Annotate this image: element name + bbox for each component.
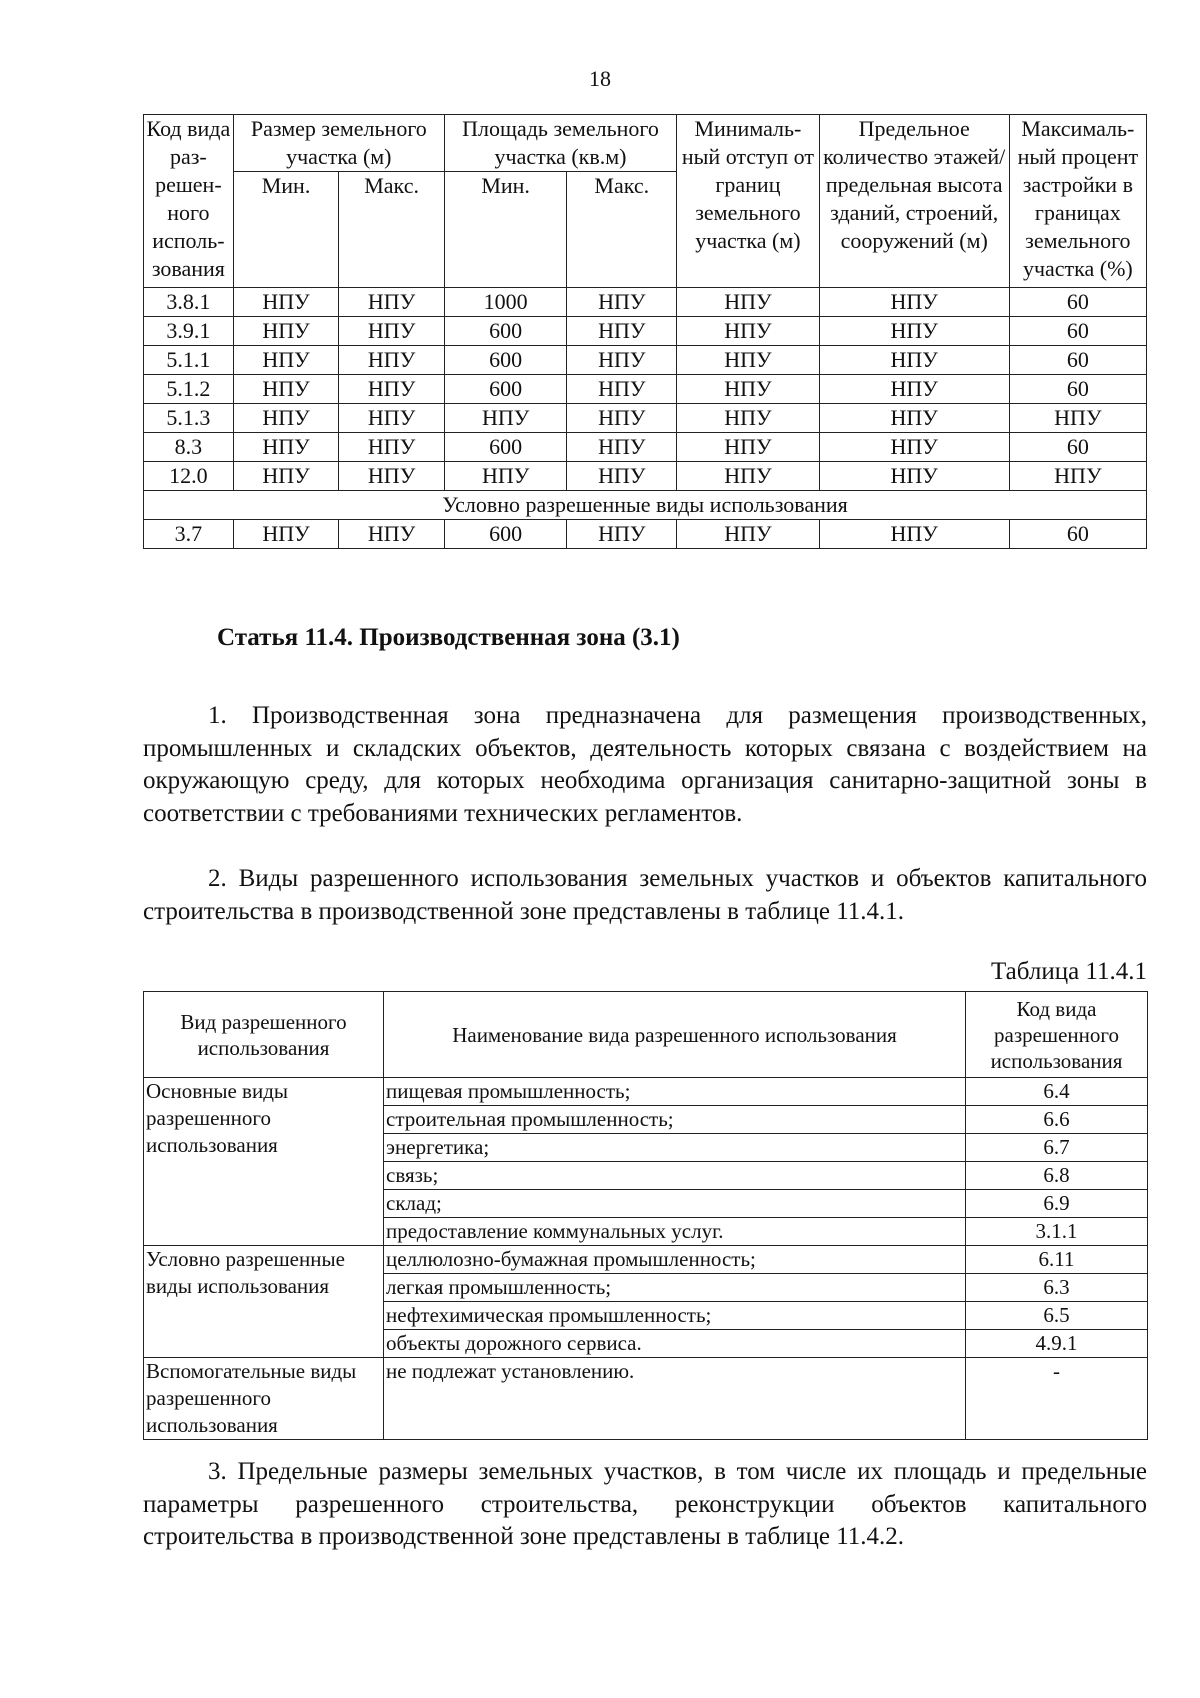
header-area-min: Мин. [444, 172, 566, 288]
cell-size-min: НПУ [233, 520, 339, 549]
cell-min-offset: НПУ [677, 346, 820, 375]
cell-area-max: НПУ [567, 375, 677, 404]
list-item [144, 1358, 1148, 1440]
uses-header-code: Код вида разрешенного использования [966, 992, 1148, 1078]
table-row [144, 346, 1147, 375]
use-code: 3.1.1 [966, 1218, 1148, 1246]
cell-min-offset: НПУ [677, 375, 820, 404]
use-group-label: Основные виды разрешенного использования [144, 1078, 384, 1246]
cell-max-floors: НПУ [819, 433, 1009, 462]
use-code: 6.5 [966, 1302, 1148, 1330]
cell-size-min: НПУ [233, 433, 339, 462]
use-code: 6.3 [966, 1274, 1148, 1302]
page-number: 18 [589, 66, 611, 91]
use-code: 6.7 [966, 1134, 1148, 1162]
cell-max-floors: НПУ [819, 346, 1009, 375]
conditional-section-label: Условно разрешенные виды использования [144, 491, 1147, 520]
zone-parameters-table [143, 114, 1147, 549]
use-name: предоставление коммунальных услуг. [384, 1218, 966, 1246]
use-group-label: Условно разрешенные виды использования [144, 1246, 384, 1358]
use-name: целлюлозно-бумажная промышленность; [384, 1246, 966, 1274]
use-name: объекты дорожного сервиса. [384, 1330, 966, 1358]
cell-code: 3.9.1 [144, 317, 234, 346]
cell-size-max: НПУ [339, 346, 445, 375]
cell-area-max: НПУ [567, 520, 677, 549]
cell-area-max: НПУ [567, 433, 677, 462]
cell-code: 5.1.2 [144, 375, 234, 404]
cell-max-floors: НПУ [819, 375, 1009, 404]
cell-min-offset: НПУ [677, 433, 820, 462]
uses-header-kind: Вид разрешенного использования [144, 992, 384, 1078]
cell-size-min: НПУ [233, 375, 339, 404]
cell-size-min: НПУ [233, 346, 339, 375]
cell-size-max: НПУ [339, 462, 445, 491]
cell-area-max: НПУ [567, 317, 677, 346]
cell-area-max: НПУ [567, 346, 677, 375]
cell-area-min: 600 [444, 317, 566, 346]
cell-area-min: 600 [444, 346, 566, 375]
cell-area-min: 1000 [444, 288, 566, 317]
table-row [144, 433, 1147, 462]
cell-size-min: НПУ [233, 462, 339, 491]
cell-size-max: НПУ [339, 288, 445, 317]
header-area-max: Макс. [567, 172, 677, 288]
cell-size-min: НПУ [233, 288, 339, 317]
paragraph-3-text: 3. Предельные размеры земельных участков, в том числе их площадь и предельные параметры разрешенного строительства, реконструкции объектов капитального строительства в производственной зоне представлены в таблице 11.4.2. [143, 1458, 1147, 1550]
cell-area-min: 600 [444, 433, 566, 462]
cell-size-max: НПУ [339, 433, 445, 462]
cell-max-coverage: 60 [1009, 346, 1146, 375]
cell-area-max: НПУ [567, 288, 677, 317]
cell-code: 3.7 [144, 520, 234, 549]
header-size-max: Макс. [339, 172, 445, 288]
cell-size-min: НПУ [233, 317, 339, 346]
cell-area-min: 600 [444, 375, 566, 404]
cell-min-offset: НПУ [677, 404, 820, 433]
use-name: строительная промышленность; [384, 1106, 966, 1134]
cell-area-max: НПУ [567, 404, 677, 433]
paragraph-2-text: 2. Виды разрешенного использования земельных участков и объектов капитального строительства в производственной зоне представлены в таблице 11.4.1. [143, 865, 1147, 925]
cell-min-offset: НПУ [677, 288, 820, 317]
use-name: пищевая промышленность; [384, 1078, 966, 1106]
cell-max-coverage: 60 [1009, 288, 1146, 317]
use-name: нефтехимическая промышленность; [384, 1302, 966, 1330]
table-caption: Таблица 11.4.1 [991, 958, 1147, 985]
cell-min-offset: НПУ [677, 520, 820, 549]
table-row [144, 288, 1147, 317]
header-max-floors: Предельное количество этажей/ предельная высота зданий, строений, сооружений (м) [819, 115, 1009, 288]
cell-code: 3.8.1 [144, 288, 234, 317]
header-size-min: Мин. [233, 172, 339, 288]
paragraph-2 [143, 863, 1147, 928]
uses-header-name: Наименование вида разрешенного использования [384, 992, 966, 1078]
cell-max-coverage: 60 [1009, 317, 1146, 346]
table-row [144, 404, 1147, 433]
cell-size-min: НПУ [233, 404, 339, 433]
use-code: 6.4 [966, 1078, 1148, 1106]
conditional-section-row [144, 491, 1147, 520]
cell-area-max: НПУ [567, 462, 677, 491]
cell-code: 8.3 [144, 433, 234, 462]
cell-max-floors: НПУ [819, 462, 1009, 491]
cell-max-floors: НПУ [819, 520, 1009, 549]
header-plot-area: Площадь земельного участка (кв.м) [444, 115, 676, 172]
paragraph-1-text: 1. Производственная зона предназначена для размещения производственных, промышленных и складских объектов, деятельность которых связана с воздействием на окружающую среду, для которых необходима организация санитарно-защитной зоны в соответствии с требованиями технических регламентов. [143, 702, 1147, 827]
use-name: склад; [384, 1190, 966, 1218]
cell-size-max: НПУ [339, 375, 445, 404]
cell-max-coverage: 60 [1009, 520, 1146, 549]
cell-area-min: 600 [444, 520, 566, 549]
header-min-offset: Минималь- ный отступ от границ земельного участка (м) [677, 115, 820, 288]
cell-size-max: НПУ [339, 317, 445, 346]
use-code: 6.11 [966, 1246, 1148, 1274]
use-name: энергетика; [384, 1134, 966, 1162]
use-name: не подлежат установлению. [384, 1358, 966, 1440]
list-item [144, 1078, 1148, 1106]
cell-code: 5.1.3 [144, 404, 234, 433]
cell-min-offset: НПУ [677, 462, 820, 491]
cell-max-coverage: НПУ [1009, 404, 1146, 433]
table-row [144, 462, 1147, 491]
cell-code: 12.0 [144, 462, 234, 491]
cell-code: 5.1.1 [144, 346, 234, 375]
article-heading: Статья 11.4. Производственная зона (3.1) [217, 624, 680, 651]
use-code: 4.9.1 [966, 1330, 1148, 1358]
table-row [144, 375, 1147, 404]
cell-area-min: НПУ [444, 462, 566, 491]
cell-area-min: НПУ [444, 404, 566, 433]
table-row [144, 317, 1147, 346]
cell-max-floors: НПУ [819, 404, 1009, 433]
use-code: 6.8 [966, 1162, 1148, 1190]
paragraph-3 [143, 1456, 1147, 1554]
use-code: 6.9 [966, 1190, 1148, 1218]
header-code: Код вида раз- решен- ного исполь- зования [144, 115, 234, 288]
header-max-coverage: Максималь- ный процент застройки в границах земельного участка (%) [1009, 115, 1146, 288]
cell-max-floors: НПУ [819, 317, 1009, 346]
use-code: 6.6 [966, 1106, 1148, 1134]
permitted-uses-table [143, 991, 1148, 1440]
use-name: связь; [384, 1162, 966, 1190]
cell-max-coverage: 60 [1009, 375, 1146, 404]
use-name: легкая промышленность; [384, 1274, 966, 1302]
cell-size-max: НПУ [339, 404, 445, 433]
list-item [144, 1246, 1148, 1274]
cell-size-max: НПУ [339, 520, 445, 549]
cell-max-floors: НПУ [819, 288, 1009, 317]
cell-min-offset: НПУ [677, 317, 820, 346]
cell-max-coverage: НПУ [1009, 462, 1146, 491]
header-plot-size: Размер земельного участка (м) [233, 115, 444, 172]
table-row [144, 520, 1147, 549]
use-code: - [966, 1358, 1148, 1440]
paragraph-1 [143, 700, 1147, 830]
cell-max-coverage: 60 [1009, 433, 1146, 462]
use-group-label: Вспомогательные виды разрешенного использования [144, 1358, 384, 1440]
